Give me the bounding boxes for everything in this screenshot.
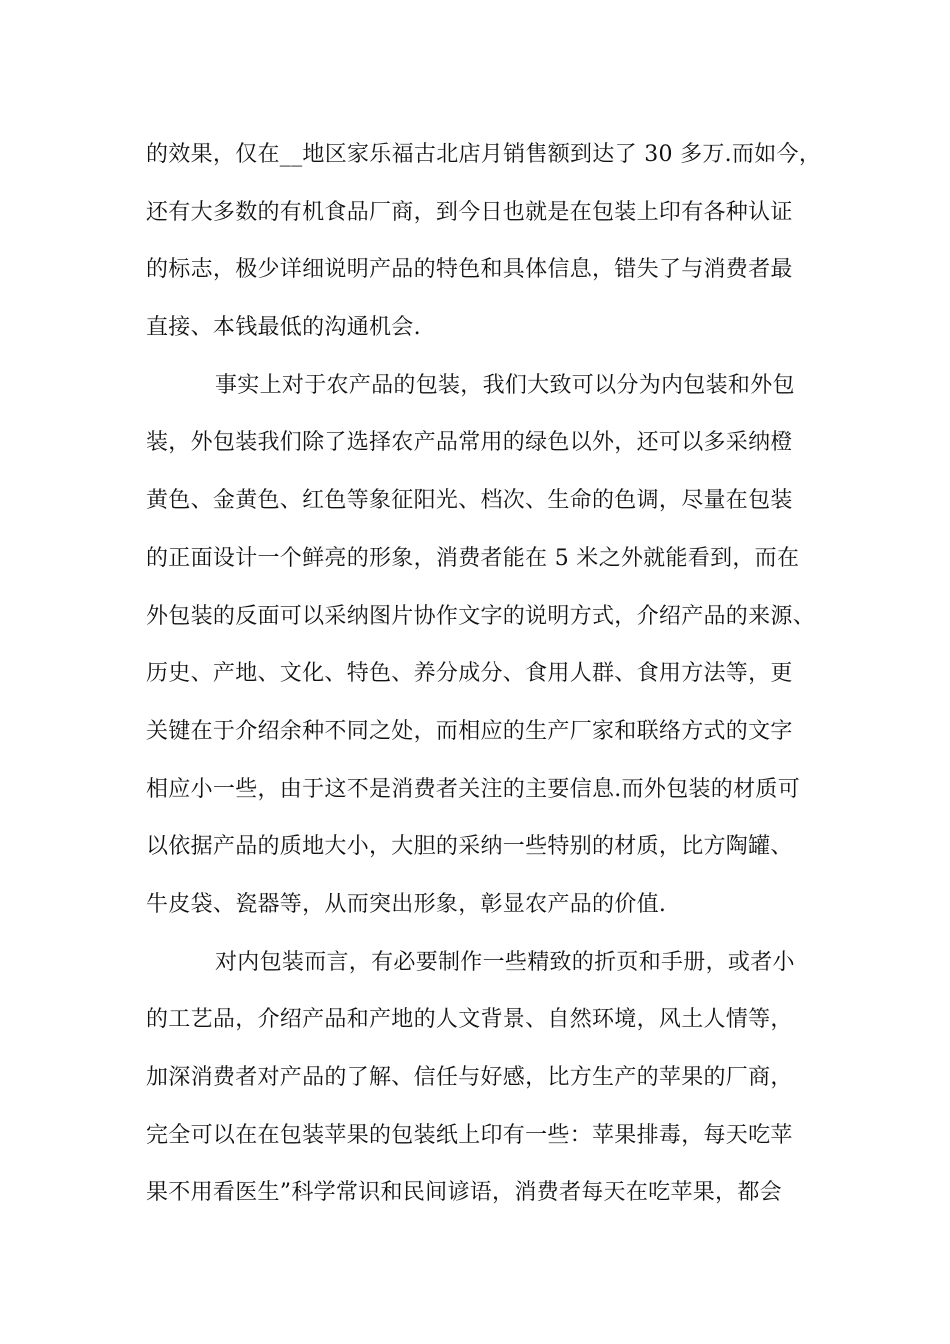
text-line: 的正面设计一个鲜亮的形象，消费者能在 5 米之外就能看到，而在 (146, 545, 800, 571)
text-line: 相应小一些，由于这不是消费者关注的主要信息.而外包装的材质可 (146, 776, 800, 802)
text-line: 黄色、金黄色、红色等象征阳光、档次、生命的色调，尽量在包装 (146, 488, 793, 514)
text-line: 以依据产品的质地大小，大胆的采纳一些特别的材质，比方陶罐、 (146, 834, 793, 860)
text-line: 的标志，极少详细说明产品的特色和具体信息，错失了与消费者最 (146, 257, 793, 283)
text-line: 外包装的反面可以采纳图片协作文字的说明方式，介绍产品的来源、 (146, 603, 816, 629)
text-line: 还有大多数的有机食品厂商，到今日也就是在包装上印有各种认证 (146, 199, 793, 225)
text-line: 装，外包装我们除了选择农产品常用的绿色以外，还可以多采纳橙 (146, 430, 793, 456)
text-line: 直接、本钱最低的沟通机会. (146, 315, 421, 341)
text-line: 的工艺品，介绍产品和产地的人文背景、自然环境，风土人情等， (146, 1007, 793, 1033)
text-line: 牛皮袋、瓷器等，从而突出形象，彰显农产品的价值. (146, 891, 667, 917)
text-line: 历史、产地、文化、特色、养分成分、食用人群、食用方法等，更 (146, 661, 793, 687)
text-line: 完全可以在在包装苹果的包装纸上印有一些：苹果排毒，每天吃苹 (146, 1122, 793, 1148)
text-line: 加深消费者对产品的了解、信任与好感，比方生产的苹果的厂商， (146, 1065, 793, 1090)
text-line: 的效果，仅在__地区家乐福古北店月销售额到达了 30 多万.而如今， (146, 142, 822, 167)
paragraph-first-line: 事实上对于农产品的包装，我们大致可以分为内包装和外包 (215, 372, 795, 398)
text-line: 关键在于介绍余种不同之处，而相应的生产厂家和联络方式的文字 (146, 718, 793, 744)
document-body (146, 126, 822, 1222)
paragraph-first-line: 对内包装而言，有必要制作一些精致的折页和手册，或者小 (215, 949, 795, 975)
text-line: 果不用看医生”科学常识和民间谚语，消费者每天在吃苹果，都会 (146, 1180, 782, 1206)
